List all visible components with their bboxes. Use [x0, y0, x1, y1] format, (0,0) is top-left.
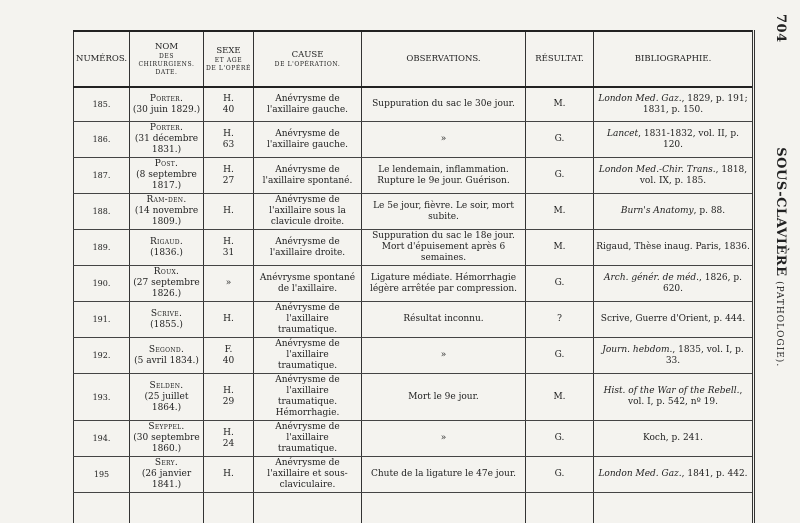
- cell-sex-age: [204, 122, 254, 158]
- surgeon-name: Seyppel.: [148, 422, 184, 432]
- cell-result: [526, 266, 594, 302]
- table-row: [74, 338, 754, 374]
- observation-text: Chute de la ligature le 47e jour.: [371, 469, 516, 479]
- cell-surgeon: [130, 302, 204, 338]
- result-text: ?: [557, 314, 562, 324]
- table-row: [74, 266, 754, 302]
- cause-text: Anévrysme de l'axillaire spontané.: [263, 165, 353, 186]
- cell-sex-age: [204, 302, 254, 338]
- cell-observations: [362, 230, 526, 266]
- row-number: 190.: [93, 279, 111, 288]
- patient-sex: H.: [223, 165, 234, 175]
- surgeon-name: Post.: [155, 159, 178, 169]
- bibliography-title: Journ. hebdom.: [602, 345, 672, 355]
- cell-numero: [74, 302, 130, 338]
- operation-date: (1855.): [150, 320, 183, 330]
- bibliography-ref: Scrive, Guerre d'Orient, p. 444.: [601, 314, 745, 324]
- operation-date: (25 juillet 1864.): [145, 392, 189, 413]
- operation-date: (14 novembre 1809.): [135, 206, 198, 227]
- table-row: [74, 230, 754, 266]
- cell-numero: [74, 374, 130, 421]
- patient-sex: H.: [223, 94, 234, 104]
- table-row: [74, 457, 754, 493]
- cell-result: [526, 374, 594, 421]
- operation-date: (30 juin 1829.): [133, 105, 200, 115]
- table-row: [74, 122, 754, 158]
- bibliography-title: Arch. génér. de méd.: [604, 273, 699, 283]
- patient-age: 40: [223, 356, 234, 366]
- bibliography-title: Lancet: [607, 129, 638, 139]
- cell-result: [526, 87, 594, 122]
- row-number: 192.: [93, 351, 111, 360]
- cell-observations: [362, 457, 526, 493]
- patient-age: 63: [223, 140, 234, 150]
- patient-sex: H.: [223, 386, 234, 396]
- row-number: 194.: [93, 434, 111, 443]
- bibliography-ref: , 1818, vol. IX, p. 185.: [640, 165, 747, 186]
- header-observations: OBSERVATIONS.: [362, 31, 526, 87]
- bibliography-ref: , 1831-1832, vol. II, p. 120.: [638, 129, 739, 150]
- row-number: 191.: [93, 315, 111, 324]
- surgeon-name: Porter.: [150, 94, 183, 104]
- empty-cell: [594, 493, 754, 523]
- result-text: G.: [555, 278, 565, 288]
- cell-cause: [254, 122, 362, 158]
- cell-result: [526, 338, 594, 374]
- bibliography-ref: , 1826, p. 620.: [663, 273, 742, 294]
- cell-surgeon: [130, 194, 204, 230]
- surgeon-name: Selden.: [150, 381, 184, 391]
- patient-sex: H.: [223, 428, 234, 438]
- observation-text: Le 5e jour, fièvre. Le soir, mort subite.: [373, 201, 514, 222]
- cell-sex-age: [204, 421, 254, 457]
- bibliography-ref: , vol. I, p. 542, nº 19.: [628, 386, 742, 407]
- cause-text: Anévrysme spontané de l'axillaire.: [260, 273, 355, 294]
- result-text: G.: [555, 170, 565, 180]
- cell-bibliography: [594, 87, 754, 122]
- table-row: [74, 87, 754, 122]
- cell-observations: [362, 338, 526, 374]
- cell-result: [526, 421, 594, 457]
- cell-result: [526, 230, 594, 266]
- running-subheading: (PATHOLOGIE).: [774, 281, 784, 367]
- result-text: G.: [555, 469, 565, 479]
- cell-surgeon: [130, 266, 204, 302]
- operation-date: (30 septembre 1860.): [133, 433, 199, 454]
- cell-bibliography: [594, 266, 754, 302]
- header-cause: CAUSE DE L'OPÉRATION.: [254, 31, 362, 87]
- surgeon-name: Rigaud.: [150, 237, 183, 247]
- cell-result: [526, 194, 594, 230]
- patient-sex: H.: [223, 206, 234, 216]
- cell-bibliography: [594, 421, 754, 457]
- row-number: 186.: [93, 135, 111, 144]
- patient-age: 24: [223, 439, 234, 449]
- cell-numero: [74, 457, 130, 493]
- empty-cell: [362, 493, 526, 523]
- cell-sex-age: [204, 87, 254, 122]
- cell-cause: [254, 302, 362, 338]
- operation-date: (1836.): [150, 248, 183, 258]
- cell-bibliography: [594, 457, 754, 493]
- cell-numero: [74, 194, 130, 230]
- cell-result: [526, 302, 594, 338]
- empty-cell: [254, 493, 362, 523]
- row-number: 188.: [93, 207, 111, 216]
- operation-date: (26 janvier 1841.): [142, 469, 191, 490]
- cell-observations: [362, 421, 526, 457]
- observation-text: Suppuration du sac le 18e jour. Mort d'épuisement après 6 semaines.: [372, 231, 515, 263]
- surgery-table: [73, 30, 755, 523]
- patient-sex: H.: [223, 237, 234, 247]
- cell-result: [526, 158, 594, 194]
- row-number: 187.: [93, 171, 111, 180]
- result-text: M.: [553, 392, 565, 402]
- operation-date: (8 septembre 1817.): [136, 170, 197, 191]
- cell-observations: [362, 266, 526, 302]
- surgeon-name: Segond.: [149, 345, 184, 355]
- cell-numero: [74, 87, 130, 122]
- cell-numero: [74, 230, 130, 266]
- header-bibliographie: BIBLIOGRAPHIE.: [594, 31, 754, 87]
- surgeon-name: Ram-den.: [147, 195, 187, 205]
- result-text: M.: [553, 206, 565, 216]
- cell-sex-age: [204, 374, 254, 421]
- cause-text: Anévrysme de l'axillaire sous la clavicule droite.: [269, 195, 346, 227]
- cell-bibliography: [594, 302, 754, 338]
- patient-sex: H.: [223, 469, 234, 479]
- cell-surgeon: [130, 158, 204, 194]
- patient-age: 29: [223, 397, 234, 407]
- operation-date: (5 avril 1834.): [134, 356, 199, 366]
- observation-text: »: [441, 350, 447, 360]
- result-text: G.: [555, 134, 565, 144]
- cell-observations: [362, 158, 526, 194]
- cell-surgeon: [130, 87, 204, 122]
- cell-surgeon: [130, 374, 204, 421]
- cell-cause: [254, 374, 362, 421]
- empty-cell: [130, 493, 204, 523]
- cause-text: Anévrysme de l'axillaire traumatique.: [275, 339, 340, 371]
- bibliography-title: London Med. Gaz.: [598, 94, 681, 104]
- cell-bibliography: [594, 230, 754, 266]
- bibliography-title: London Med.-Chir. Trans.: [599, 165, 716, 175]
- cell-numero: [74, 158, 130, 194]
- bibliography-ref: , 1841, p. 442.: [682, 469, 748, 479]
- table-row: [74, 158, 754, 194]
- cell-numero: [74, 421, 130, 457]
- cell-sex-age: [204, 266, 254, 302]
- header-numeros: NUMÉROS.: [74, 31, 130, 87]
- header-resultat: RÉSULTAT.: [526, 31, 594, 87]
- patient-sex: H.: [223, 314, 234, 324]
- cell-bibliography: [594, 122, 754, 158]
- cell-cause: [254, 87, 362, 122]
- patient-age: 31: [223, 248, 234, 258]
- cell-bibliography: [594, 374, 754, 421]
- table-row: [74, 421, 754, 457]
- cell-cause: [254, 230, 362, 266]
- row-number: 195: [94, 470, 109, 479]
- cell-observations: [362, 302, 526, 338]
- cell-cause: [254, 266, 362, 302]
- page-number: 704: [773, 14, 788, 43]
- cause-text: Anévrysme de l'axillaire traumatique. Hémorrhagie.: [275, 375, 340, 418]
- bibliography-ref: Rigaud, Thèse inaug. Paris, 1836.: [596, 242, 750, 252]
- bibliography-ref: , 1835, vol. I, p. 33.: [666, 345, 744, 366]
- patient-sex: »: [226, 278, 232, 288]
- observation-text: Résultat inconnu.: [403, 314, 483, 324]
- observation-text: »: [441, 134, 447, 144]
- observation-text: Suppuration du sac le 30e jour.: [372, 99, 515, 109]
- cell-surgeon: [130, 230, 204, 266]
- cell-observations: [362, 194, 526, 230]
- bibliography-ref: Koch, p. 241.: [643, 433, 703, 443]
- row-number: 193.: [93, 393, 111, 402]
- surgeon-name: Sery.: [155, 458, 178, 468]
- empty-cell: [204, 493, 254, 523]
- running-heading: SOUS-CLAVIÈRE: [773, 147, 788, 276]
- cell-cause: [254, 457, 362, 493]
- cell-sex-age: [204, 158, 254, 194]
- cell-surgeon: [130, 338, 204, 374]
- surgeon-name: Scrive.: [151, 309, 182, 319]
- surgeon-name: Porter.: [150, 123, 183, 133]
- cell-sex-age: [204, 194, 254, 230]
- surgeon-name: Roux.: [154, 267, 179, 277]
- cause-text: Anévrysme de l'axillaire droite.: [270, 237, 345, 258]
- cause-text: Anévrysme de l'axillaire traumatique.: [275, 303, 340, 335]
- table-header-row: [74, 31, 754, 87]
- cell-result: [526, 122, 594, 158]
- bibliography-ref: , 1829, p. 191; 1831, p. 150.: [643, 94, 748, 115]
- cell-bibliography: [594, 194, 754, 230]
- table-row: [74, 194, 754, 230]
- cell-cause: [254, 194, 362, 230]
- bibliography-ref: , p. 88.: [694, 206, 726, 216]
- running-head: [768, 14, 788, 454]
- header-sexe: SEXE ET AGE DE L'OPÉRÉ: [204, 31, 254, 87]
- cause-text: Anévrysme de l'axillaire gauche.: [267, 129, 348, 150]
- result-text: G.: [555, 433, 565, 443]
- cell-cause: [254, 338, 362, 374]
- observation-text: Mort le 9e jour.: [408, 392, 479, 402]
- patient-sex: F.: [225, 345, 233, 355]
- cell-surgeon: [130, 421, 204, 457]
- cell-surgeon: [130, 122, 204, 158]
- cause-text: Anévrysme de l'axillaire traumatique.: [275, 422, 340, 454]
- cause-text: Anévrysme de l'axillaire gauche.: [267, 94, 348, 115]
- result-text: G.: [555, 350, 565, 360]
- operation-date: (31 décembre 1831.): [135, 134, 198, 155]
- cell-cause: [254, 158, 362, 194]
- row-number: 185.: [93, 100, 111, 109]
- cell-surgeon: [130, 457, 204, 493]
- row-number: 189.: [93, 243, 111, 252]
- cell-numero: [74, 338, 130, 374]
- bibliography-title: Hist. of the War of the Rebell.: [604, 386, 740, 396]
- empty-cell: [526, 493, 594, 523]
- observation-text: Ligature médiate. Hémorrhagie légère arrêtée par compression.: [370, 273, 517, 294]
- cell-bibliography: [594, 158, 754, 194]
- result-text: M.: [553, 242, 565, 252]
- observation-text: »: [441, 433, 447, 443]
- observation-text: Le lendemain, inflammation. Rupture le 9e jour. Guérison.: [377, 165, 509, 186]
- cell-numero: [74, 266, 130, 302]
- cell-observations: [362, 374, 526, 421]
- cell-sex-age: [204, 457, 254, 493]
- bibliography-title: Burn's Anatomy: [621, 206, 694, 216]
- table-row: [74, 374, 754, 421]
- result-text: M.: [553, 99, 565, 109]
- cell-numero: [74, 122, 130, 158]
- cell-sex-age: [204, 230, 254, 266]
- operation-date: (27 septembre 1826.): [133, 278, 199, 299]
- bibliography-title: London Med. Gaz.: [598, 469, 681, 479]
- cell-result: [526, 457, 594, 493]
- table-tail-row: [74, 493, 754, 523]
- cell-observations: [362, 87, 526, 122]
- cell-bibliography: [594, 338, 754, 374]
- patient-sex: H.: [223, 129, 234, 139]
- cell-observations: [362, 122, 526, 158]
- header-nom: NOM DES CHIRURGIENS. DATE.: [130, 31, 204, 87]
- patient-age: 27: [223, 176, 234, 186]
- patient-age: 40: [223, 105, 234, 115]
- cell-sex-age: [204, 338, 254, 374]
- cell-cause: [254, 421, 362, 457]
- cause-text: Anévrysme de l'axillaire et sous-claviculaire.: [267, 458, 347, 490]
- table-row: [74, 302, 754, 338]
- empty-cell: [74, 493, 130, 523]
